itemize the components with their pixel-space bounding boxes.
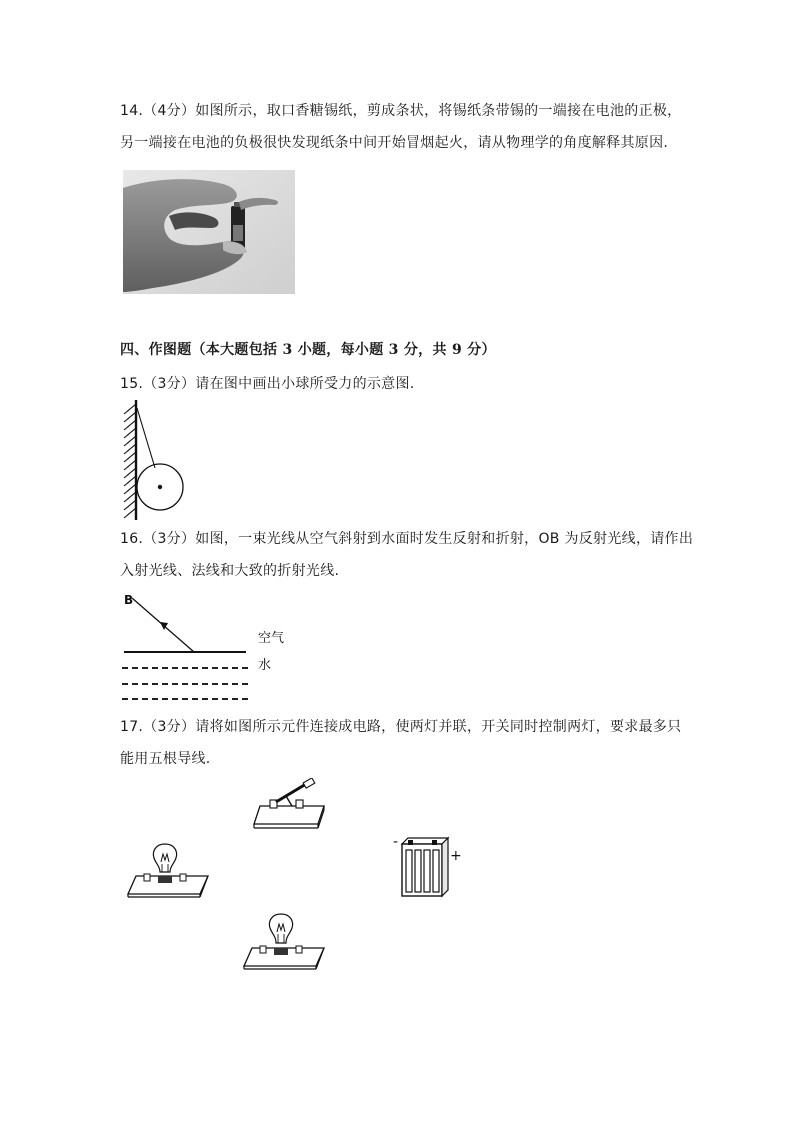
q16-label-b: B	[124, 593, 134, 607]
q15-figure-hanging-ball	[118, 398, 198, 524]
battery-minus-label: -	[393, 834, 399, 850]
q17-switch	[250, 778, 330, 830]
q17-lamp-left	[126, 840, 210, 898]
q16-label-water: 水	[258, 658, 272, 673]
q16-text-line2: 入射光线、法线和大致的折射光线.	[120, 563, 340, 579]
q14-text-line1: 14.（4分）如图所示，取口香糖锡纸，剪成条状，将锡纸条带锡的一端接在电池的正极，	[120, 103, 682, 119]
q17-text-line2: 能用五根导线.	[120, 751, 211, 767]
section-heading: 四、作图题（本大题包括 3 小题，每小题 3 分，共 9 分）	[120, 342, 496, 358]
q14-text-line2: 另一端接在电池的负极很快发现纸条中间开始冒烟起火，请从物理学的角度解释其原因.	[120, 135, 669, 151]
q16-label-air: 空气	[258, 631, 285, 646]
battery-plus-label: +	[450, 848, 462, 864]
q17-lamp-bottom	[242, 910, 326, 970]
q14-photo-hand-battery	[123, 170, 295, 294]
q17-text-line1: 17.（3分）请将如图所示元件连接成电路，使两灯并联，开关同时控制两灯，要求最多只	[120, 719, 682, 735]
q17-battery	[392, 834, 462, 900]
q16-figure-light-refraction	[118, 588, 298, 706]
q15-text: 15.（3分）请在图中画出小球所受力的示意图.	[120, 376, 415, 392]
q16-text-line1: 16.（3分）如图，一束光线从空气斜射到水面时发生反射和折射，OB 为反射光线，请作出	[120, 531, 694, 547]
